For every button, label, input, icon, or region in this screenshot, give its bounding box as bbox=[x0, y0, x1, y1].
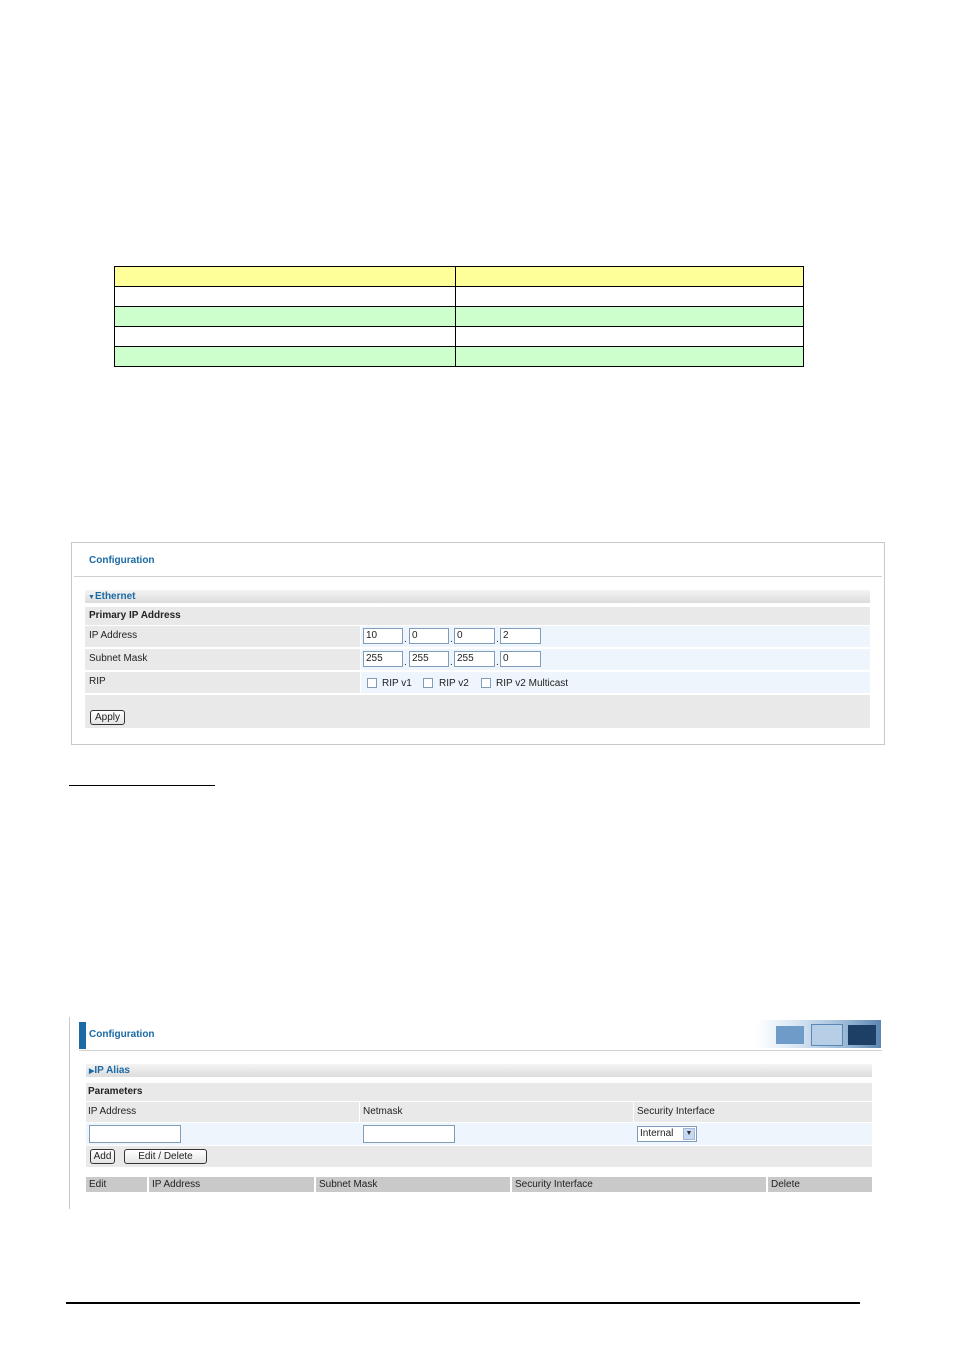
panel-title: Configuration bbox=[89, 555, 155, 566]
table-cell bbox=[115, 307, 456, 327]
netmask-label: Netmask bbox=[363, 1106, 403, 1117]
monitor-icon bbox=[776, 1026, 804, 1044]
mask-octet-2-input[interactable]: 255 bbox=[409, 651, 449, 667]
table-cell bbox=[456, 327, 804, 347]
rip-label: RIP bbox=[89, 676, 106, 687]
ip-alias-config-panel bbox=[69, 1017, 884, 1209]
table-cell bbox=[456, 347, 804, 367]
parameters-header bbox=[86, 1083, 872, 1101]
table-row bbox=[115, 307, 804, 327]
subnet-mask-row bbox=[85, 649, 870, 670]
table-cell bbox=[456, 307, 804, 327]
ethernet-section-header[interactable] bbox=[85, 590, 870, 603]
divider bbox=[74, 576, 882, 577]
rip-v2-checkbox[interactable] bbox=[423, 678, 433, 688]
table-cell bbox=[115, 267, 456, 287]
subsection-label: Parameters bbox=[88, 1086, 143, 1097]
ip-alias-section-header[interactable] bbox=[86, 1064, 872, 1077]
edit-delete-button[interactable]: Edit / Delete bbox=[124, 1149, 207, 1164]
column-header-security-interface: Security Interface bbox=[512, 1177, 768, 1192]
panel-title: Configuration bbox=[89, 1029, 155, 1040]
rip-v1-checkbox[interactable] bbox=[367, 678, 377, 688]
table-cell bbox=[115, 287, 456, 307]
alias-netmask-input[interactable] bbox=[363, 1125, 455, 1143]
ip-address-row bbox=[85, 626, 870, 647]
column-header-delete: Delete bbox=[768, 1177, 872, 1192]
parameters-input-row bbox=[86, 1123, 872, 1145]
table-row bbox=[115, 267, 804, 287]
ip-address-label: IP Address bbox=[88, 1106, 137, 1117]
parameters-label-row bbox=[86, 1102, 872, 1122]
button-row bbox=[86, 1146, 872, 1167]
dot-separator: . bbox=[450, 634, 453, 645]
alias-ip-address-input[interactable] bbox=[89, 1125, 181, 1143]
ip-octet-4-input[interactable]: 2 bbox=[500, 628, 541, 644]
dot-separator: . bbox=[404, 634, 407, 645]
primary-ip-header bbox=[85, 607, 870, 625]
ip-octet-3-input[interactable]: 0 bbox=[454, 628, 495, 644]
apply-button[interactable]: Apply bbox=[90, 710, 125, 725]
triangle-down-icon: ▼ bbox=[88, 594, 95, 601]
mask-octet-1-input[interactable]: 255 bbox=[363, 651, 403, 667]
footer-rule bbox=[66, 1302, 860, 1304]
section-label: IP Alias bbox=[94, 1065, 130, 1076]
table-cell bbox=[456, 267, 804, 287]
section-label: Ethernet bbox=[94, 591, 136, 602]
divider bbox=[79, 1050, 882, 1051]
monitor-icon bbox=[848, 1025, 876, 1045]
dot-separator: . bbox=[450, 657, 453, 668]
rip-v1-label: RIP v1 bbox=[382, 678, 412, 689]
ip-octet-2-input[interactable]: 0 bbox=[409, 628, 449, 644]
mask-octet-3-input[interactable]: 255 bbox=[454, 651, 495, 667]
security-interface-label: Security Interface bbox=[637, 1106, 715, 1117]
dot-separator: . bbox=[496, 634, 499, 645]
heading-underline bbox=[69, 785, 215, 786]
ethernet-config-panel bbox=[71, 542, 885, 745]
column-header-subnet-mask: Subnet Mask bbox=[316, 1177, 512, 1192]
mask-octet-4-input[interactable]: 0 bbox=[500, 651, 541, 667]
column-header-edit: Edit bbox=[86, 1177, 149, 1192]
table-cell bbox=[456, 287, 804, 307]
rip-row bbox=[85, 672, 870, 693]
triangle-right-icon: ▶ bbox=[89, 1068, 95, 1075]
add-button[interactable]: Add bbox=[90, 1149, 115, 1164]
table-row bbox=[115, 347, 804, 367]
color-legend-table bbox=[114, 266, 804, 367]
apply-row bbox=[85, 695, 870, 728]
header-computers-image bbox=[756, 1020, 881, 1048]
alias-table-header bbox=[86, 1177, 872, 1194]
rip-v2-multicast-checkbox[interactable] bbox=[481, 678, 491, 688]
dot-separator: . bbox=[404, 657, 407, 668]
label-cell bbox=[85, 672, 360, 693]
monitor-icon bbox=[811, 1024, 843, 1046]
table-cell bbox=[115, 347, 456, 367]
rip-v2-multicast-label: RIP v2 Multicast bbox=[496, 678, 569, 689]
dot-separator: . bbox=[496, 657, 499, 668]
table-cell bbox=[115, 327, 456, 347]
chevron-down-icon: ▼ bbox=[683, 1128, 695, 1140]
value-cell bbox=[361, 672, 870, 693]
rip-v2-label: RIP v2 bbox=[439, 678, 469, 689]
subnet-mask-label: Subnet Mask bbox=[89, 653, 148, 664]
subsection-label: Primary IP Address bbox=[89, 610, 181, 621]
title-accent-bar bbox=[79, 1022, 86, 1049]
select-value: Internal bbox=[640, 1128, 674, 1139]
ip-address-label: IP Address bbox=[89, 630, 138, 641]
ip-octet-1-input[interactable]: 10 bbox=[363, 628, 403, 644]
security-interface-select[interactable] bbox=[637, 1126, 697, 1142]
table-row bbox=[115, 327, 804, 347]
table-row bbox=[115, 287, 804, 307]
column-header-ip-address: IP Address bbox=[149, 1177, 316, 1192]
